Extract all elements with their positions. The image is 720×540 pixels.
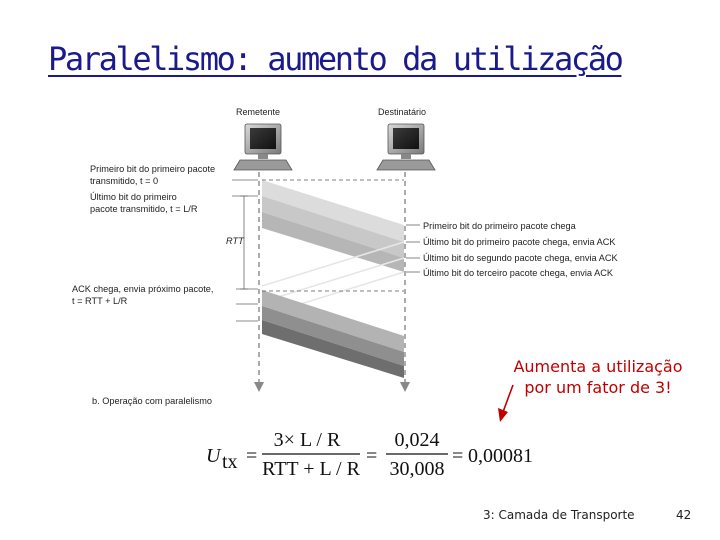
- formula-lhs-subscript: tx: [222, 451, 238, 473]
- formula-numerator-2: 0,024: [394, 429, 440, 451]
- slide-title: Paralelismo: aumento da utilização: [48, 40, 622, 78]
- label-first-bit-sent: Primeiro bit do primeiro pacote: [90, 164, 216, 174]
- utilization-callout: [488, 356, 708, 398]
- formula-denominator-2: 30,008: [389, 458, 445, 480]
- formula-equals-2: =: [366, 445, 378, 467]
- formula-equals-3: =: [452, 445, 464, 467]
- formula-result: 0,00081: [468, 445, 533, 467]
- callout-line-2: por um fator de 3!: [524, 378, 672, 397]
- label-last-bit-sent: Último bit do primeiro: [90, 192, 177, 202]
- label-first-bit-time: transmitido, t = 0: [90, 176, 159, 186]
- sender-label: Remetente: [235, 107, 281, 117]
- receiver-computer-icon: [377, 124, 435, 170]
- sender-timeline-arrow: [254, 382, 264, 392]
- diagram-caption: b. Operação com paralelismo: [92, 396, 213, 406]
- utilization-formula: [200, 420, 550, 490]
- label-ack-time: t = RTT + L/R: [72, 296, 128, 306]
- label-first-bit-arrives: Primeiro bit do primeiro pacote chega: [423, 221, 576, 231]
- label-last-bit-second-packet: Último bit do segundo pacote chega, envia ACK: [423, 253, 618, 263]
- label-ack-arrives: ACK chega, envia próximo pacote,: [72, 284, 214, 294]
- receiver-timeline-arrow: [400, 382, 410, 392]
- label-last-bit-first-packet: Último bit do primeiro pacote chega, envia ACK: [423, 237, 616, 247]
- receiver-label: Destinatário: [377, 107, 427, 117]
- label-last-bit-time: pacote transmitido, t = L/R: [90, 204, 198, 214]
- page-number: 42: [676, 508, 692, 522]
- label-rtt: RTT: [226, 236, 244, 246]
- formula-lhs: U: [206, 445, 221, 467]
- formula-numerator-1: 3× L / R: [273, 429, 341, 451]
- callout-line-1: Aumenta a utilização: [513, 357, 683, 376]
- sender-computer-icon: [234, 124, 292, 170]
- label-last-bit-third-packet: Último bit do terceiro pacote chega, envia ACK: [423, 268, 613, 278]
- formula-equals-1: =: [246, 445, 258, 467]
- formula-denominator-1: RTT + L / R: [262, 458, 360, 480]
- footer-course: 3: Camada de Transporte: [483, 508, 635, 522]
